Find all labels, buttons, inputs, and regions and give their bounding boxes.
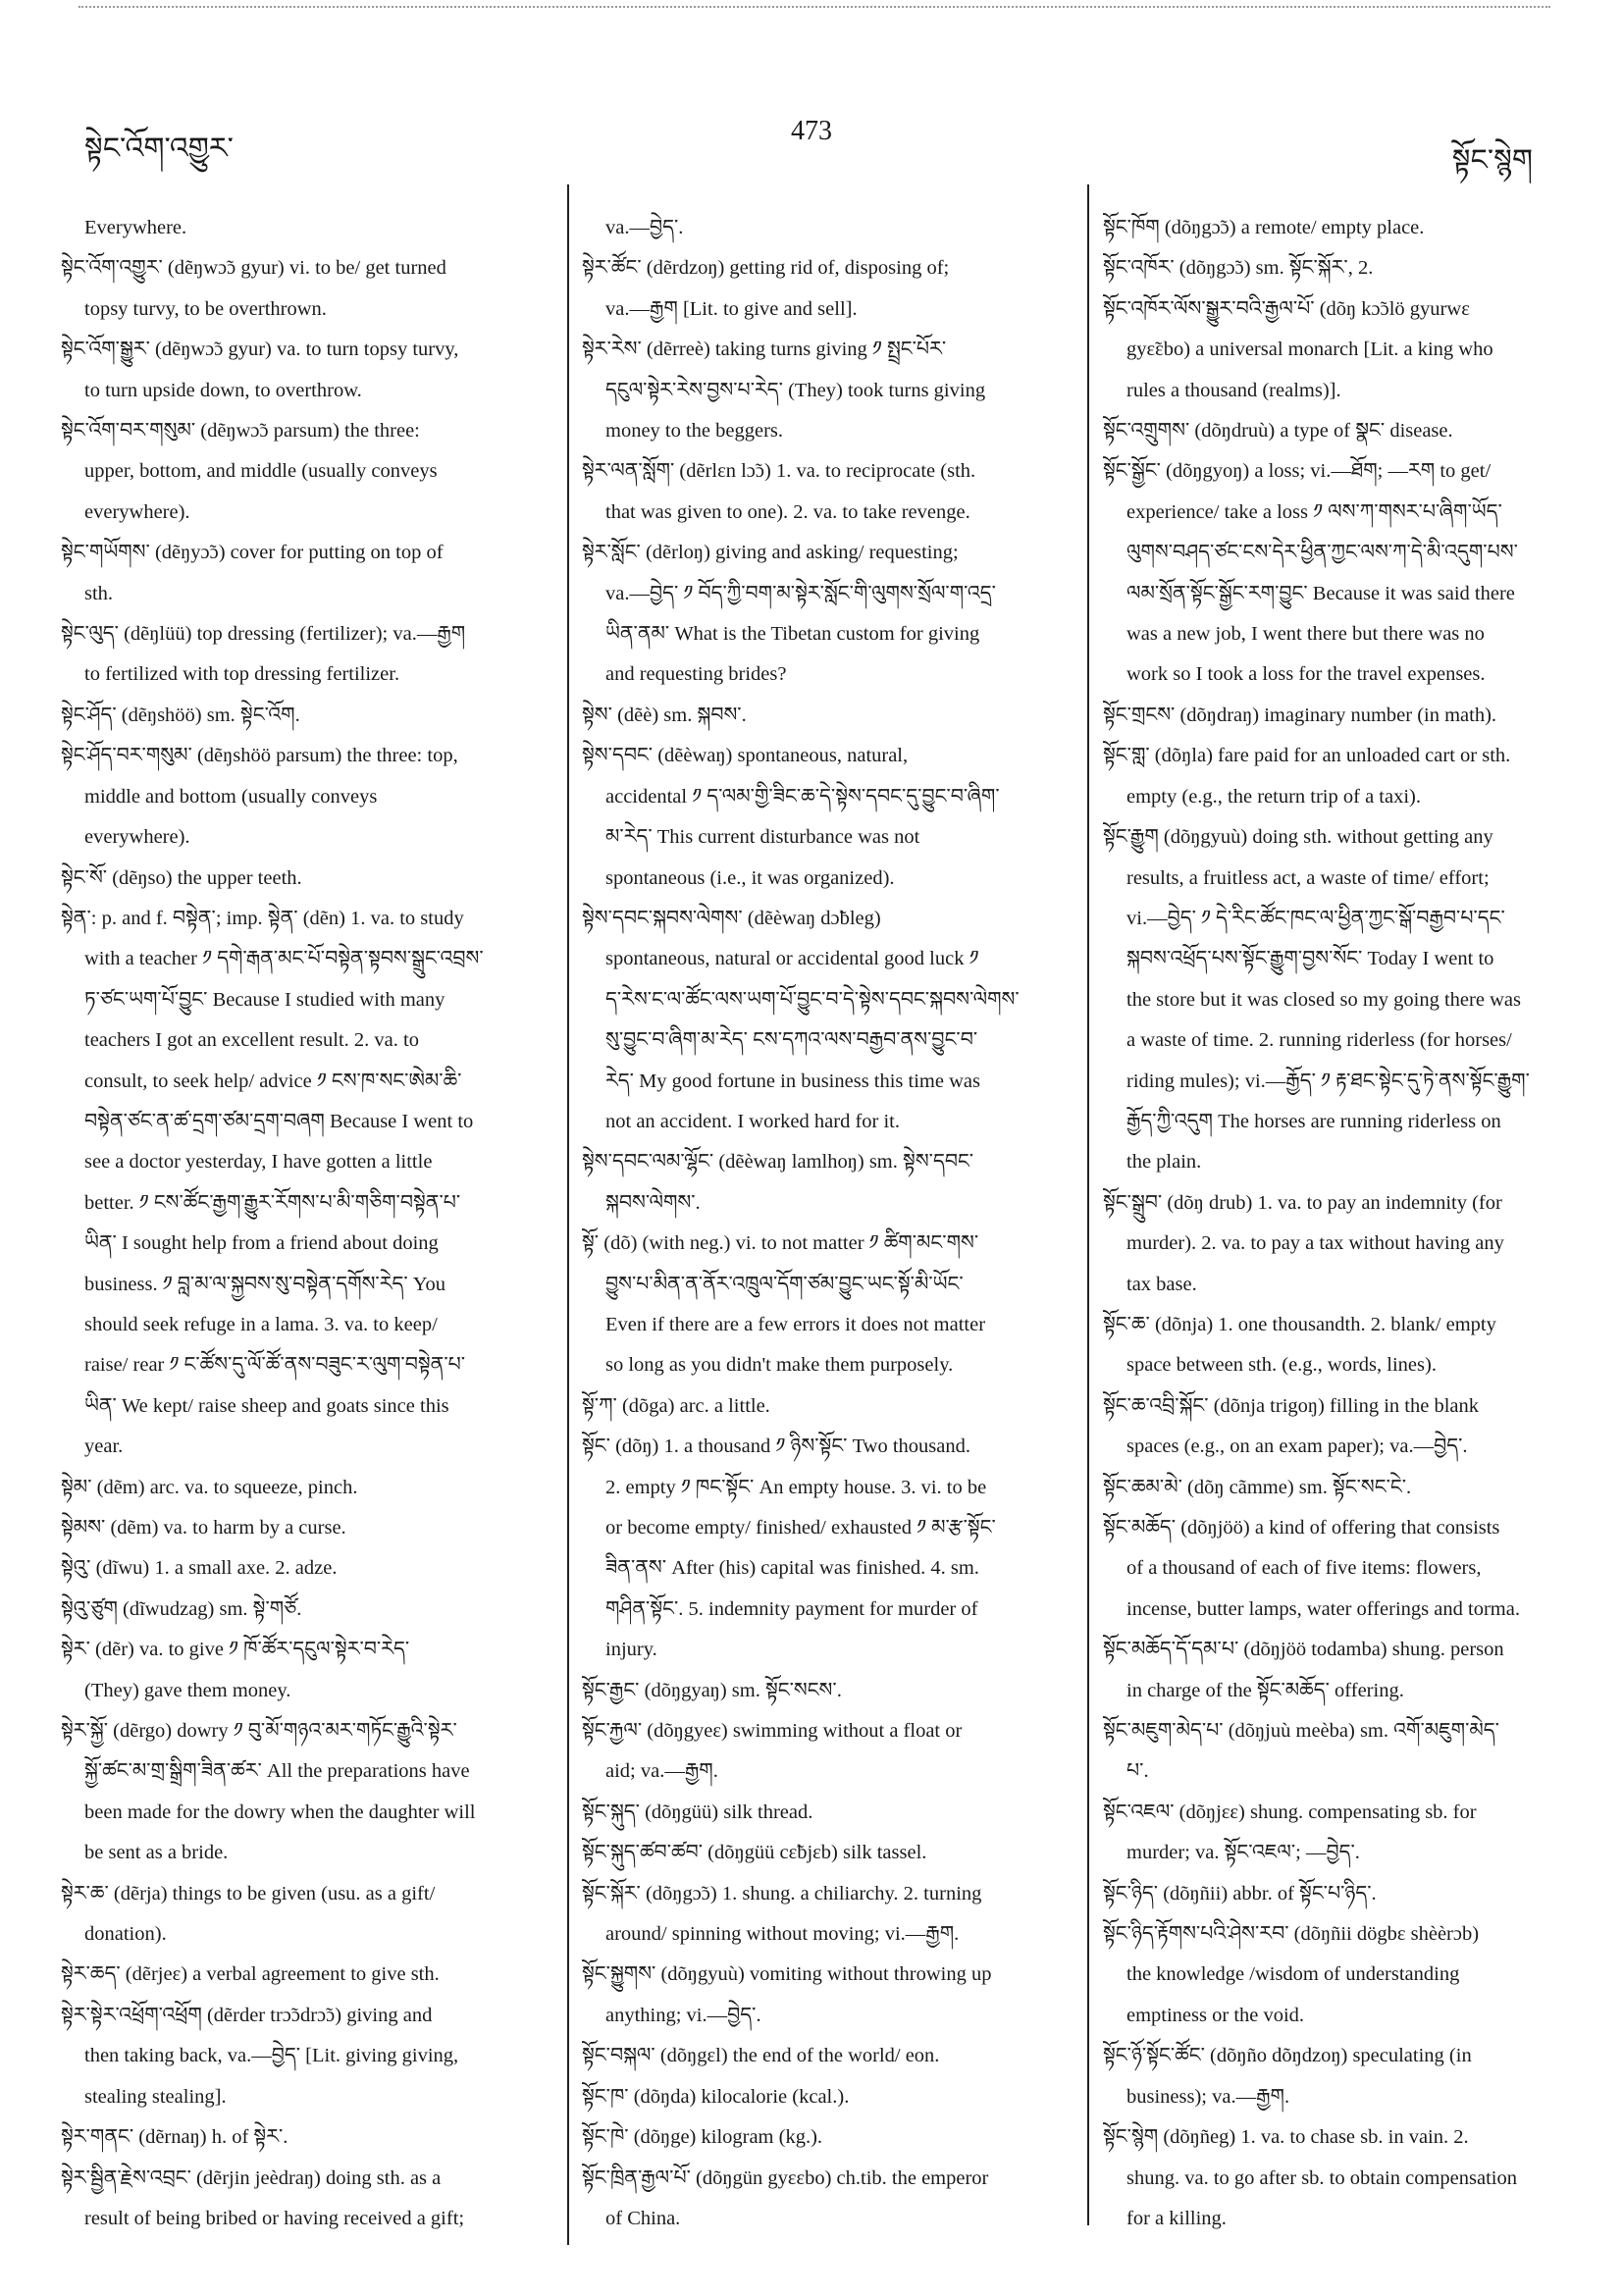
entry-headword-line: སྟེས་ (dẽè) sm. སྐབས་. [582,704,747,726]
top-edge-dots [79,6,1550,8]
entry-continuation-line: results, a fruitless act, a waste of time/ effort; [1126,866,1490,889]
entry-continuation-line: va.—རྒྱག [Lit. to give and sell]. [605,297,858,320]
entry-continuation-line: རྒྱོད་ཀྱི་འདུག The horses are running riderless on [1126,1110,1501,1132]
entry-headword-line: སྟོང་ཆ་ (dõnja) 1. one thousandth. 2. blank/ empty [1103,1313,1496,1335]
entry-continuation-line: business); va.—རྒྱག. [1126,2085,1290,2108]
entry-continuation-line: va.—བྱེད་. [605,217,684,238]
entry-headword-line: སྟོང་རྐྱལ་ (dõŋgyeɛ) swimming without a float or [582,1720,963,1743]
entry-continuation-line: incense, butter lamps, water offerings and torma. [1126,1597,1520,1620]
entry-continuation-line: then taking back, va.—བྱེད་ [Lit. giving giving, [84,2045,459,2067]
entry-continuation-line: business. ༡ བླ་མ་ལ་སྐྱབས་སུ་བསྟེན་དགོས་རེད་ You [84,1273,446,1295]
entry-continuation-line: Everywhere. [84,217,187,238]
entry-column-1 [61,208,548,2239]
entry-continuation-line: anything; vi.—བྱེད་. [605,2004,761,2026]
entry-continuation-line: མ་རེད་ This current disturbance was not [605,826,920,849]
entry-headword-line: སྟོང་བསྐལ་ (dõŋgɛl) the end of the world/ eon. [582,2045,940,2067]
entry-continuation-line: བྱུས་པ་མིན་ན་ནོར་འཁྲུལ་དོག་ཙམ་བྱུང་ཡང་སྟོ་མི་ཡོང་ [605,1273,964,1295]
entry-headword-line: སྟོང་འཇལ་ (dõŋjɛɛ) shung. compensating sb. for [1103,1800,1477,1823]
entry-continuation-line: of a thousand of each of five items: flowers, [1126,1557,1482,1580]
entry-headword-line: སྟེས་དབང་ལམ་ལྷོང་ (dẽèwaŋ lamlhoŋ) sm. སྟེས་དབང་ [582,1151,974,1174]
entry-headword-line: སྟོང་སྐུད་ (dõŋgüü) silk thread. [582,1800,813,1823]
entry-headword-line: སྟོང་ཉིད་རྟོགས་པའི་ཤེས་རབ་ (dõŋñii dögbɛ shèèrɔb) [1103,1923,1480,1946]
entry-continuation-line: experience/ take a loss ༡ ལས་ཀ་གསར་པ་ཞིག་ཡོད་ [1126,500,1502,523]
entry-continuation-line: upper, bottom, and middle (usually conveys [84,460,438,483]
entry-headword-line: སྟོ་ཀ་ (dõga) arc. a little. [582,1394,770,1417]
entry-continuation-line: gyɛ̃ɛbo) a universal monarch [Lit. a king who [1126,339,1493,361]
entry-headword-line: སྟོང་མཇུག་མེད་པ་ (dõŋjuù meèba) sm. འགོ་མཇུག་མེད་ [1103,1720,1499,1743]
entry-continuation-line: ཡིན་ནམ་ What is the Tibetan custom for giving [605,623,980,646]
entry-continuation-line: ལུགས་བཤད་ཙང་ངས་དེར་ཕྱིན་ཀྱང་ལས་ཀ་དེ་མི་འདུག་པས་ [1126,542,1518,564]
entry-headword-line: སྟོང་སྐུད་ཚབ་ཚབ་ (dõŋgüü cɛ̃bjɛb) silk tassel. [582,1842,927,1864]
entry-column-2 [582,208,1090,2239]
entry-headword-line: སྟེར་ཆ་ (dẽrja) things to be given (usu. as a gift/ [61,1882,436,1905]
entry-continuation-line: teachers I got an excellent result. 2. va. to [84,1029,419,1052]
entry-headword-line: སྟོང་ཁྲིན་རྒྱལ་པོ་ (dõŋgün gyɛɛbo) ch.tib. the emperor [582,2166,989,2189]
entry-continuation-line: empty (e.g., the return trip of a taxi). [1126,785,1421,808]
entry-continuation-line: topsy turvy, to be overthrown. [84,297,327,320]
entry-continuation-line: been made for the dowry when the daughter will [84,1800,476,1823]
entry-headword-line: སྟོང་འཁོར་ (dõŋgɔ̃ɔ) sm. སྟོང་སྐོར་, 2. [1103,257,1374,280]
entry-continuation-line: better. ༡ ངས་ཚོང་རྒྱག་རྒྱུར་རོགས་པ་མི་གཅིག་བསྟེན་པ་ [84,1191,461,1214]
entry-continuation-line: stealing stealing]. [84,2085,227,2108]
entry-headword-line: སྟོང་གླ་ (dõŋla) fare paid for an unloaded cart or sth. [1103,745,1511,767]
entry-continuation-line: of China. [605,2207,681,2229]
running-head-right: སྟོང་སྙེག [1451,144,1533,177]
entry-headword-line: སྟེང་འོག་བར་གསུམ་ (dẽŋwɔ̃ɔ parsum) the three: [61,420,420,443]
entry-continuation-line: or become empty/ finished/ exhausted ༡ མ་རྩ་སྟོང་ [605,1517,996,1539]
entry-continuation-line: སྐབས་ལེགས་. [605,1191,701,1214]
entry-headword-line: སྟེང་ཤོད་བར་གསུམ་ (dẽŋshöö parsum) the three: top, [61,745,458,767]
entry-continuation-line: དངུལ་སྟེར་རེས་བྱས་པ་རེད་ (They) took turns giving [605,379,986,401]
entry-continuation-line: སྐབས་འཕྲོད་པས་སྟོང་རྒྱུག་བྱས་སོང་ Today I went to [1126,948,1494,970]
entry-continuation-line: that was given to one). 2. va. to take revenge. [605,500,970,523]
entry-continuation-line: aid; va.—རྒྱག. [605,1760,718,1783]
entry-continuation-line: ཡིན་ I sought help from a friend about doing [84,1232,439,1255]
entry-continuation-line: va.—བྱེད་ ༡ བོད་ཀྱི་བག་མ་སྟེར་སློང་གི་ལུགས་སྲོལ་ག་འདྲ་ [605,582,996,604]
entry-continuation-line: space between sth. (e.g., words, lines). [1126,1354,1437,1377]
entry-headword-line: སྟེང་སོ་ (dẽŋso) the upper teeth. [61,866,302,889]
entry-continuation-line: པ་. [1126,1760,1149,1783]
entry-continuation-line: middle and bottom (usually conveys [84,785,378,808]
entry-headword-line: སྟོ་ (dõ) (with neg.) vi. to not matter ༡ ཚིག་མང་གས་ [582,1232,979,1255]
entry-headword-line: སྟོང་སྐོར་ (dõŋgɔ̃ɔ) 1. shung. a chiliarchy. 2. turning [582,1882,982,1905]
entry-headword-line: སྟོང་མཆོད་དོ་དམ་པ་ (dõŋjöö todamba) shung. person [1103,1639,1504,1661]
entry-continuation-line: shung. va. to go after sb. to obtain compensation [1126,2166,1517,2189]
entry-headword-line: སྟོང་ཁོག (dõŋgɔ̃ɔ) a remote/ empty place. [1103,217,1425,238]
entry-continuation-line: donation). [84,1923,167,1946]
entry-continuation-line: ལམ་སྲོན་སྟོང་སྒྱོང་རག་བྱུང་ Because it was said there [1126,582,1515,604]
entry-continuation-line: for a killing. [1126,2207,1227,2229]
entry-headword-line: སྟེར་ལན་སློག་ (dẽrlɛn lɔ̃ɔ) 1. va. to reciprocate (sth. [582,460,976,483]
entry-headword-line: སྟེའུ་ (dĩwu) 1. a small axe. 2. adze. [61,1557,338,1580]
entry-continuation-line: to fertilized with top dressing fertilizer. [84,663,400,686]
entry-continuation-line: so long as you didn't make them purposely. [605,1354,954,1377]
entry-headword-line: སྟོང་འཁོར་ལོས་སྒྱུར་བའི་རྒྱལ་པོ་ (dõŋ kɔ̃ɔlö gyurwɛ [1103,297,1470,320]
entry-headword-line: སྟེང་གཡོགས་ (dẽŋyɔ̃ɔ) cover for putting on top of [61,542,444,564]
entry-continuation-line: (They) gave them money. [84,1679,291,1701]
entry-continuation-line: ཟིན་ནས་ After (his) capital was finished. 4. sm. [605,1557,979,1580]
entry-continuation-line: money to the beggers. [605,420,784,443]
entry-headword-line: སྟེར་ (dẽr) va. to give ༡ ཁོ་ཚོར་དངུལ་སྟེར་བ་རེད་ [61,1639,410,1661]
entry-continuation-line: consult, to seek help/ advice ༡ ངས་ཁ་སང་ཨེམ་ཆི་ [84,1070,462,1092]
entry-headword-line: སྟོང་ཉིད་ (dõŋñii) abbr. of སྟོང་པ་ཉིད་. [1103,1882,1377,1905]
entry-continuation-line: གཤིན་སྟོང་. 5. indemnity payment for murder of [605,1597,978,1620]
entry-continuation-line: ཏ་ཙང་ཡག་པོ་བྱུང་ Because I studied with many [84,988,445,1011]
entry-headword-line: སྟེར་སྟེར་འཕྲོག་འཕྲོག (dẽrder trɔ̃ɔdrɔ̃ɔ) giving and [61,2004,433,2026]
entry-headword-line: སྟོང་ཆམ་མེ་ (dõŋ cãmme) sm. སྟོང་སང་ངེ་. [1103,1476,1412,1498]
entry-headword-line: སྟོང་རྒྱུག (dõŋgyuù) doing sth. without getting any [1103,826,1493,849]
entry-headword-line: སྟེང་ཤོད་ (dẽŋshöö) sm. སྟེང་འོག. [61,704,300,726]
entry-continuation-line: result of being bribed or having received a gift; [84,2207,465,2229]
entry-headword-line: སྟོང་མཆོད་ (dõŋjöö) a kind of offering that consists [1103,1517,1500,1539]
entry-headword-line: སྟོང་ཆ་འབྲི་སྐོང་ (dõnja trigoŋ) filling in the blank [1103,1394,1480,1417]
entry-headword-line: སྟེང་འོག་འགྱུར་ (dẽŋwɔ̃ɔ gyur) vi. to be/ get turned [61,257,446,280]
entry-continuation-line: a waste of time. 2. running riderless (for horses/ [1126,1029,1512,1052]
entry-continuation-line: be sent as a bride. [84,1842,229,1864]
entry-continuation-line: see a doctor yesterday, I have gotten a little [84,1151,433,1174]
entry-headword-line: སྟོང་ (dõŋ) 1. a thousand ༡ ཉིས་སྟོང་ Two thousand. [582,1435,971,1458]
running-head-left: སྟེང་འོག་འགྱུར་ [84,132,234,165]
entry-headword-line: སྟོང་སྒྲུབ་ (dõŋ drub) 1. va. to pay an indemnity (for [1103,1191,1502,1214]
entry-continuation-line: riding mules); vi.—རྒྱོད་ ༡ རྟ་ཐང་སྟེང་དུ་ཏེ་ནས་སྟོང་རྒྱུག་ [1126,1070,1530,1092]
entry-headword-line: སྟོང་གྲངས་ (dõŋdraŋ) imaginary number (in math). [1103,704,1497,726]
entry-continuation-line: raise/ rear ༡ ང་ཚོས་དུ་ལོ་ཚོ་ནས་བཟུང་ར་ལུག་བསྟེན་པ་ [84,1354,466,1377]
entry-continuation-line: sth. [84,582,114,604]
entry-continuation-line: not an accident. I worked hard for it. [605,1110,900,1132]
column-divider [567,184,569,2245]
entry-headword-line: སྟོང་ཁ་ (dõŋda) kilocalorie (kcal.). [582,2085,850,2108]
entry-continuation-line: everywhere). [84,500,190,523]
entry-headword-line: སྟེམ་ (dẽm) arc. va. to squeeze, pinch. [61,1476,358,1498]
entry-continuation-line: the plain. [1126,1151,1202,1174]
entry-headword-line: སྟེར་སྦྱིན་རྗེས་འབྲང་ (dẽrjin jeèdraŋ) doing sth. as a [61,2166,442,2189]
entry-continuation-line: injury. [605,1639,657,1661]
entry-continuation-line: accidental ༡ ད་ལམ་གྱི་ཟིང་ཆ་དེ་སྟེས་དབང་དུ་བྱུང་བ་ཞིག་ [605,785,1000,808]
entry-continuation-line: in charge of the སྟོང་མཆོད་ offering. [1126,1679,1404,1701]
entry-headword-line: སྟེར་སློང་ (dẽrloŋ) giving and asking/ requesting; [582,542,959,564]
entry-continuation-line: emptiness or the void. [1126,2004,1305,2026]
entry-headword-line: སྟོང་འགྲུགས་ (dõŋdruù) a type of སྣང་ disease. [1103,420,1453,443]
entry-continuation-line: should seek refuge in a lama. 3. va. to keep/ [84,1313,438,1335]
entry-headword-line: སྟེར་རེས་ (dẽrreè) taking turns giving ༡ སྤྲང་པོར་ [582,339,947,361]
entry-continuation-line: to turn upside down, to overthrow. [84,379,362,401]
entry-headword-line: སྟོང་ཉོ་སྟོང་ཚོང་ (dõŋño dõŋdzoŋ) speculating (in [1103,2045,1472,2067]
entry-headword-line: སྟེར་ཚོང་ (dẽrdzoŋ) getting rid of, disposing of; [582,257,950,280]
entry-continuation-line: rules a thousand (realms)]. [1126,379,1341,401]
entry-continuation-line: was a new job, I went there but there was no [1126,623,1485,646]
entry-continuation-line: vi.—བྱེད་ ༡ དེ་རིང་ཚོང་ཁང་ལ་ཕྱིན་ཀྱང་སྒོ་བརྒྱབ་པ་དང་ [1126,907,1505,929]
entry-headword-line: སྟོང་སྒྱོང་ (dõŋgyoŋ) a loss; vi.—ཐོག; —རག to get/ [1103,460,1492,483]
entry-headword-line: སྟེན་: p. and f. བསྟེན་; imp. སྟེན་ (dẽn) 1. va. to study [61,907,464,929]
entry-headword-line: སྟེར་གནང་ (dẽrnaŋ) h. of སྟེར་. [61,2126,288,2149]
entry-continuation-line: ཡིན་ We kept/ raise sheep and goats since this [84,1394,449,1417]
entry-headword-line: སྟེམས་ (dẽm) va. to harm by a curse. [61,1517,346,1539]
entry-continuation-line: spaces (e.g., on an exam paper); va.—བྱེད་. [1126,1435,1468,1458]
entry-continuation-line: the store but it was closed so my going there was [1126,988,1521,1011]
entry-headword-line: སྟེང་འོག་སྒྱུར་ (dẽŋwɔ̃ɔ gyur) va. to turn topsy turvy, [61,339,459,361]
entry-continuation-line: everywhere). [84,826,190,849]
page-number: 473 [791,116,832,146]
entry-continuation-line: and requesting brides? [605,663,787,686]
entry-headword-line: སྟེང་ལུད་ (dẽŋlüü) top dressing (fertilizer); va.—རྒྱག [61,623,466,646]
entry-continuation-line: སྐྱོ་ཚང་མ་གྲ་སྒྲིག་ཟིན་ཚར་ All the preparations have [84,1760,470,1783]
entry-headword-line: སྟོང་རྒྱང་ (dõŋgyaŋ) sm. སྟོང་སངས་. [582,1679,842,1701]
entry-continuation-line: tax base. [1126,1273,1197,1295]
entry-continuation-line: year. [84,1435,124,1458]
entry-headword-line: སྟེར་ཆད་ (dẽrjeɛ) a verbal agreement to give sth. [61,1963,440,1986]
entry-column-3 [1103,208,1572,2239]
entry-continuation-line: with a teacher ༡ དགེ་རྒན་མང་པོ་བསྟེན་སྟབས་སྒྲུང་འབྲས་ [84,948,484,970]
entry-continuation-line: the knowledge /wisdom of understanding [1126,1963,1460,1986]
entry-continuation-line: རེད་ My good fortune in business this time was [605,1070,980,1092]
entry-continuation-line: ད་རེས་ང་ལ་ཚོང་ལས་ཡག་པོ་བྱུང་བ་དེ་སྟེས་དབང་སྐབས་ལེགས་ [605,988,1020,1011]
entry-headword-line: སྟེས་དབང་ (dẽèwaŋ) spontaneous, natural, [582,745,909,767]
entry-continuation-line: murder; va. སྟོང་འཇལ་; —བྱེད་. [1126,1842,1360,1864]
entry-continuation-line: 2. empty ༡ ཁང་སྟོང་ An empty house. 3. vi. to be [605,1476,987,1498]
entry-continuation-line: around/ spinning without moving; vi.—རྒྱག. [605,1923,960,1946]
entry-headword-line: སྟོང་སྐྱུགས་ (dõŋgyuù) vomiting without throwing up [582,1963,992,1986]
entry-continuation-line: murder). 2. va. to pay a tax without having any [1126,1232,1504,1255]
entry-continuation-line: spontaneous, natural or accidental good luck ༡ [605,948,979,970]
entry-headword-line: སྟེས་དབང་སྐབས་ལེགས་ (dẽèwaŋ dɔ̃bleg) [582,907,881,929]
entry-continuation-line: བསྟེན་ཙང་ན་ཚ་དྲག་ཙམ་དྲག་བཞག Because I went to [84,1110,474,1132]
entry-headword-line: སྟོང་སྙེག (dõŋñeg) 1. va. to chase sb. in vain. 2. [1103,2126,1469,2149]
entry-headword-line: སྟེའུ་ཙུག (dĩwudzag) sm. སྟེ་གཙོ. [61,1597,302,1620]
entry-headword-line: སྟེར་སྐྱོ་ (dẽrgo) dowry ༡ བུ་མོ་གཉའ་མར་གཏོང་རྒྱུའི་སྟེར་ [61,1720,457,1743]
entry-continuation-line: སུ་བྱུང་བ་ཞིག་མ་རེད་ ངས་དཀའ་ལས་བརྒྱབ་ནས་བྱུང་བ་ [605,1029,978,1052]
entry-continuation-line: Even if there are a few errors it does not matter [605,1313,986,1335]
entry-continuation-line: work so I took a loss for the travel expenses. [1126,663,1486,686]
entry-continuation-line: spontaneous (i.e., it was organized). [605,866,895,889]
entry-headword-line: སྟོང་ཁེ་ (dõŋge) kilogram (kg.). [582,2126,823,2149]
